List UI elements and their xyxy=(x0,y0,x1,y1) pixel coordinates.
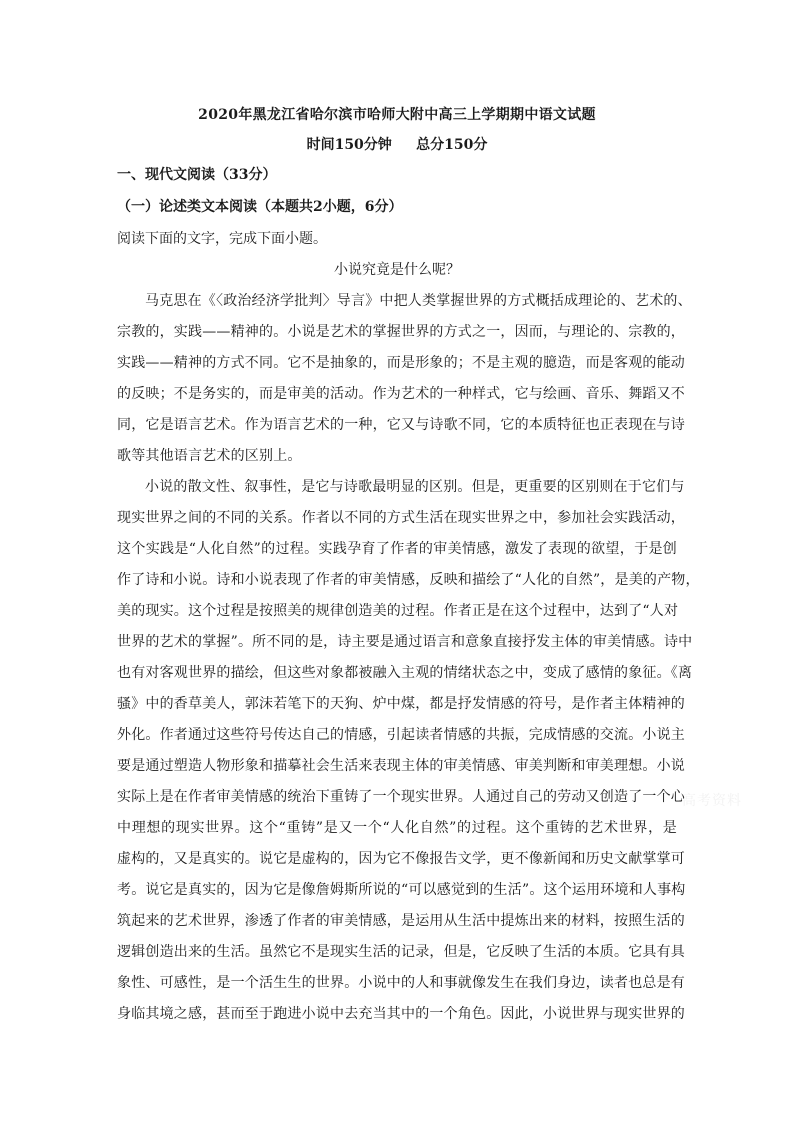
article-line: 中理想的现实世界。这个“重铸”是又一个“人化自然”的过程。这个重铸的艺术世界，是 xyxy=(117,820,677,836)
article-line: 虚构的，又是真实的。说它是虚构的，因为它不像报告文学，更不像新闻和历史文献掌掌可 xyxy=(117,851,685,867)
article-line: 实践——精神的方式不同。它不是抽象的，而是形象的；不是主观的臆造，而是客观的能动 xyxy=(117,355,685,371)
article-line: 宗教的，实践——精神的。小说是艺术的掌握世界的方式之一，因而，与理论的、宗教的， xyxy=(117,324,685,340)
exam-time-score: 时间150分钟 总分150分 xyxy=(306,137,488,153)
article-line: 现实世界之间的不同的关系。作者以不同的方式生活在现实世界之中，参加社会实践活动， xyxy=(117,510,685,526)
article-line: 筑起来的艺术世界，渗透了作者的审美情感，是运用从生活中提炼出来的材料，按照生活的 xyxy=(117,913,685,929)
section-heading-modern-reading: 一、现代文阅读（33分） xyxy=(117,167,277,183)
article-line: 外化。作者通过这些符号传达自己的情感，引起读者情感的共振，完成情感的交流。小说主 xyxy=(117,727,685,743)
article-line: 同，它是语言艺术。作为语言艺术的一种，它又与诗歌不同，它的本质特征也正表现在与诗 xyxy=(117,417,685,433)
article-line: 作了诗和小说。诗和小说表现了作者的审美情感，反映和描绘了“人化的自然”，是美的产物， xyxy=(117,572,700,588)
article-line: 歌等其他语言艺术的区别上。 xyxy=(117,448,302,464)
faint-watermark: 高考资料 xyxy=(682,793,742,809)
article-line: 小说的散文性、叙事性，是它与诗歌最明显的区别。但是，更重要的区别则在于它们与 xyxy=(145,479,685,495)
article-line: 这个实践是“人化自然”的过程。实践孕育了作者的审美情感，激发了表现的欲望，于是创 xyxy=(117,541,677,557)
article-line: 象性、可感性，是一个活生生的世界。小说中的人和事就像发生在我们身边，读者也总是有 xyxy=(117,975,685,991)
article-line: 马克思在《〈政治经济学批判〉导言》中把人类掌握世界的方式概括成理论的、艺术的、 xyxy=(145,293,692,309)
article-line: 考。说它是真实的，因为它是像詹姆斯所说的“可以感觉到的生活”。这个运用环境和人事构 xyxy=(117,882,686,898)
article-line: 身临其境之感，甚而至于跑进小说中去充当其中的一个角色。因此，小说世界与现实世界的 xyxy=(117,1006,685,1022)
article-title: 小说究竟是什么呢？ xyxy=(334,262,460,278)
exam-title: 2020年黑龙江省哈尔滨市哈师大附中高三上学期期中语文试题 xyxy=(198,107,596,123)
reading-instruction: 阅读下面的文字，完成下面小题。 xyxy=(117,231,327,247)
article-line: 美的现实。这个过程是按照美的规律创造美的过程。作者正是在这个过程中，达到了“人对 xyxy=(117,603,679,619)
article-line: 也有对客观世界的描绘，但这些对象都被融入主观的情绪状态之中，变成了感情的象征。《离 xyxy=(117,665,693,681)
article-line: 世界的艺术的掌握”。所不同的是，诗主要是通过语言和意象直接抒发主体的审美情感。诗中 xyxy=(117,634,693,650)
article-line: 骚》中的香草美人，郭沫若笔下的天狗、炉中煤，都是抒发情感的符号，是作者主体精神的 xyxy=(117,696,685,712)
article-line: 逻辑创造出来的生活。虽然它不是现实生活的记录，但是，它反映了生活的本质。它具有具 xyxy=(117,944,685,960)
article-line: 实际上是在作者审美情感的统治下重铸了一个现实世界。人通过自己的劳动又创造了一个心 xyxy=(117,789,685,805)
article-line: 要是通过塑造人物形象和描摹社会生活来表现主体的审美情感、审美判断和审美理想。小说 xyxy=(117,758,685,774)
article-line: 的反映；不是务实的，而是审美的活动。作为艺术的一种样式，它与绘画、音乐、舞蹈又不 xyxy=(117,386,685,402)
section-heading-argumentative-reading: （一）论述类文本阅读（本题共2小题，6分） xyxy=(117,199,403,215)
